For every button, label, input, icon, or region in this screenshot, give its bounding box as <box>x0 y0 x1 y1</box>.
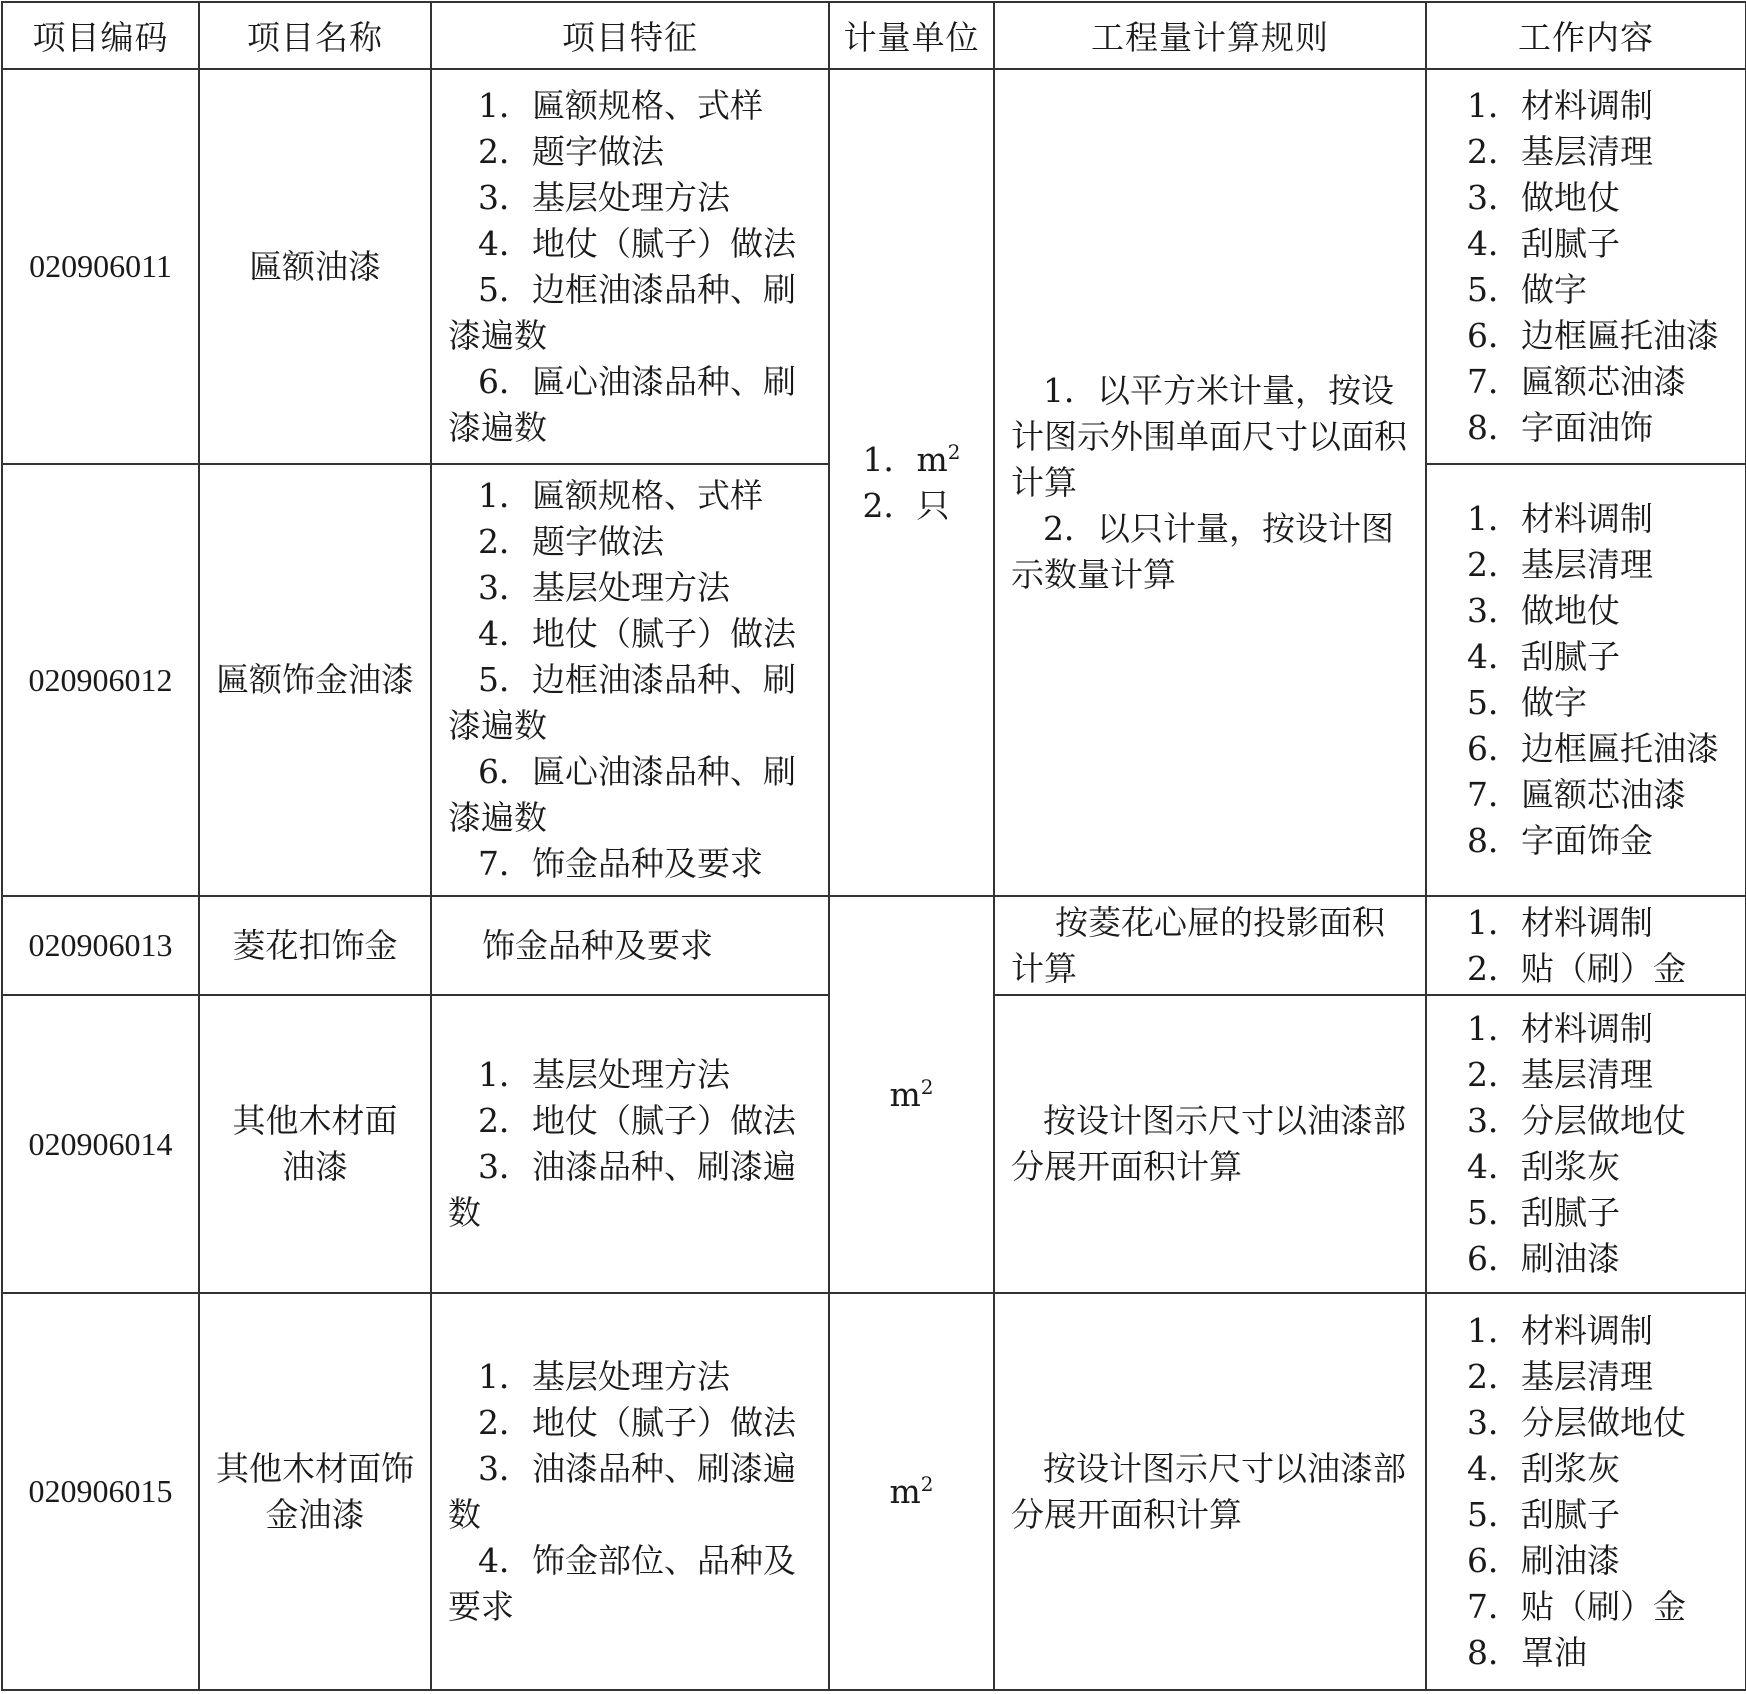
header-unit: 计量单位 <box>829 2 994 69</box>
work-line: 2．基层清理 <box>1467 545 1653 585</box>
item-name-line: 金油漆 <box>265 1494 365 1534</box>
work-line: 1．材料调制 <box>1467 1009 1653 1049</box>
header-name: 项目名称 <box>199 2 431 69</box>
feature-line: 6．匾心油漆品种、刷漆遍数 <box>448 361 796 447</box>
unit-cell: $m^2$ <box>829 896 994 1293</box>
work-line: 5．做字 <box>1467 683 1587 723</box>
unit-line: 1．$m^2$ <box>862 439 961 479</box>
item-name: 匾额油漆 <box>199 69 431 464</box>
work-line: 7．匾额芯油漆 <box>1467 775 1686 815</box>
work-line: 8．字面油饰 <box>1467 407 1653 447</box>
rule-cell <box>994 69 1426 896</box>
item-code: 020906014 <box>2 995 199 1293</box>
header-row <box>2 2 1746 69</box>
feature-line: 1．匾额规格、式样 <box>478 85 763 125</box>
feature-line: 2．地仗（腻子）做法 <box>478 1101 796 1141</box>
feature-line: 3．油漆品种、刷漆遍数 <box>448 1147 796 1233</box>
feature-line: 2．题字做法 <box>478 131 664 171</box>
header-work: 工作内容 <box>1426 2 1746 69</box>
item-code: 020906015 <box>2 1293 199 1690</box>
feature-line: 7．饰金品种及要求 <box>478 844 763 884</box>
unit-cell <box>829 69 994 896</box>
feature-line: 5．边框油漆品种、刷漆遍数 <box>448 660 796 746</box>
feature-line: 5．边框油漆品种、刷漆遍数 <box>448 269 796 355</box>
item-code: 020906012 <box>2 464 199 896</box>
work-line: 7．匾额芯油漆 <box>1467 361 1686 401</box>
unit-line: 2．只 <box>862 485 950 525</box>
feature-line: 3．油漆品种、刷漆遍数 <box>448 1448 796 1534</box>
rule-line: 按菱花心屉的投影面积计算 <box>1011 902 1385 988</box>
rule-line: 2．以只计量，按设计图示数量计算 <box>1011 508 1394 594</box>
work-line: 6．边框匾托油漆 <box>1467 315 1719 355</box>
feature-line: 4．饰金部位、品种及要求 <box>448 1540 796 1626</box>
work-line: 4．刮浆灰 <box>1467 1147 1620 1187</box>
work-line: 2．基层清理 <box>1467 131 1653 171</box>
work-line: 1．材料调制 <box>1467 902 1653 942</box>
work-line: 5．刮腻子 <box>1467 1494 1620 1534</box>
work-line: 3．做地仗 <box>1467 177 1620 217</box>
item-features <box>431 69 829 464</box>
work-line: 6．边框匾托油漆 <box>1467 729 1719 769</box>
header-rule: 工程量计算规则 <box>994 2 1426 69</box>
rule-line: 按设计图示尺寸以油漆部分展开面积计算 <box>1011 1448 1406 1534</box>
rule-line: 按设计图示尺寸以油漆部分展开面积计算 <box>1011 1101 1406 1187</box>
work-line: 8．字面饰金 <box>1467 821 1653 861</box>
rule-line: 1．以平方米计量，按设计图示外围单面尺寸以面积计算 <box>1011 370 1407 502</box>
rule-cell <box>994 995 1426 1293</box>
item-name-line: 其他木材面饰 <box>216 1448 414 1488</box>
work-line: 5．做字 <box>1467 269 1587 309</box>
item-name-line: 其他木材面 <box>232 1101 398 1141</box>
table-row <box>2 69 1746 464</box>
item-features <box>431 464 829 896</box>
work-line: 4．刮浆灰 <box>1467 1448 1620 1488</box>
header-code: 项目编码 <box>2 2 199 69</box>
item-name-line: 油漆 <box>282 1147 348 1187</box>
feature-line: 1．匾额规格、式样 <box>478 476 763 516</box>
feature-line: 4．地仗（腻子）做法 <box>478 614 796 654</box>
work-line: 3．分层做地仗 <box>1467 1402 1686 1442</box>
work-line: 7．贴（刷）金 <box>1467 1586 1686 1626</box>
work-line: 1．材料调制 <box>1467 1310 1653 1350</box>
feature-line: 3．基层处理方法 <box>478 568 730 608</box>
work-line: 4．刮腻子 <box>1467 637 1620 677</box>
work-line: 5．刮腻子 <box>1467 1193 1620 1233</box>
work-line: 6．刷油漆 <box>1467 1239 1620 1279</box>
feature-line: 2．题字做法 <box>478 522 664 562</box>
item-code: 020906013 <box>2 896 199 995</box>
work-line: 2．基层清理 <box>1467 1356 1653 1396</box>
work-line: 8．罩油 <box>1467 1632 1587 1672</box>
work-line: 2．贴（刷）金 <box>1467 948 1686 988</box>
item-name <box>199 995 431 1293</box>
work-line: 3．做地仗 <box>1467 591 1620 631</box>
feature-line: 4．地仗（腻子）做法 <box>478 223 796 263</box>
work-content <box>1426 69 1746 464</box>
work-content <box>1426 995 1746 1293</box>
unit-cell: $m^2$ <box>829 1293 994 1690</box>
work-content <box>1426 1293 1746 1690</box>
item-name: 匾额饰金油漆 <box>199 464 431 896</box>
item-features <box>431 1293 829 1690</box>
item-features <box>431 896 829 995</box>
rule-cell <box>994 896 1426 995</box>
work-content <box>1426 464 1746 896</box>
item-features <box>431 995 829 1293</box>
feature-line: 2．地仗（腻子）做法 <box>478 1402 796 1442</box>
feature-line: 3．基层处理方法 <box>478 177 730 217</box>
table-row <box>2 1293 1746 1690</box>
item-name: 菱花扣饰金 <box>199 896 431 995</box>
work-line: 2．基层清理 <box>1467 1055 1653 1095</box>
work-content <box>1426 896 1746 995</box>
work-line: 3．分层做地仗 <box>1467 1101 1686 1141</box>
work-line: 1．材料调制 <box>1467 499 1653 539</box>
rule-cell <box>994 1293 1426 1690</box>
feature-line: 6．匾心油漆品种、刷漆遍数 <box>448 752 796 838</box>
bill-of-quantities-table <box>1 1 1746 1691</box>
feature-line: 1．基层处理方法 <box>478 1055 730 1095</box>
work-line: 6．刷油漆 <box>1467 1540 1620 1580</box>
header-features: 项目特征 <box>431 2 829 69</box>
item-code: 020906011 <box>2 69 199 464</box>
work-line: 1．材料调制 <box>1467 85 1653 125</box>
feature-line: 1．基层处理方法 <box>478 1356 730 1396</box>
feature-line: 饰金品种及要求 <box>482 925 713 965</box>
table-row <box>2 896 1746 995</box>
item-name <box>199 1293 431 1690</box>
work-line: 4．刮腻子 <box>1467 223 1620 263</box>
